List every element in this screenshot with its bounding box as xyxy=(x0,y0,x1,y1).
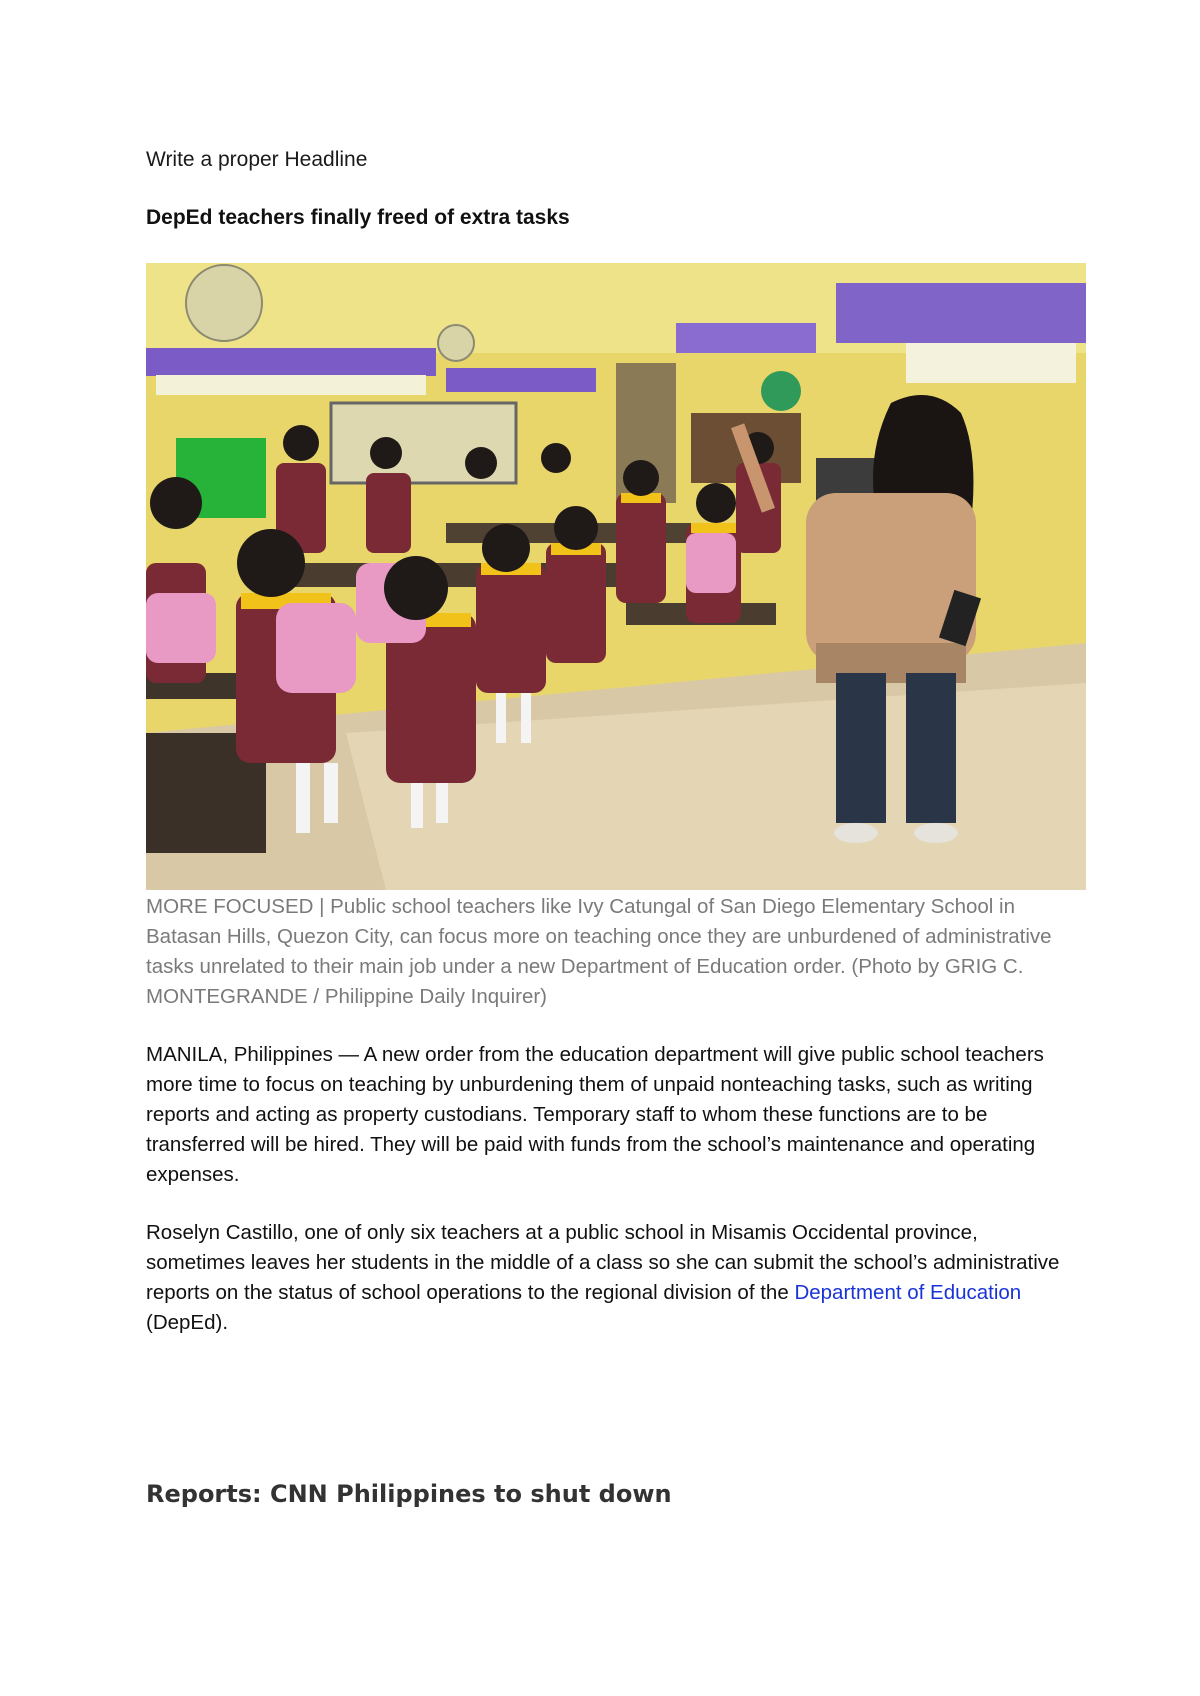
paragraph-2-suffix: (DepEd). xyxy=(146,1311,229,1334)
paragraph-2-text: Roselyn Castillo, one of only six teachers at a public school in Misamis Occidental province, sometimes leaves her students in the middle of a class so she can submit the school’s administrative reports on the status of school operations to the regional division of the xyxy=(146,1221,1060,1304)
classroom-photo xyxy=(146,263,1086,890)
deped-link[interactable]: Department of Education xyxy=(794,1281,1022,1304)
prompt-text: Write a proper Headline xyxy=(146,148,368,171)
second-headline: Reports: CNN Philippines to shut down xyxy=(146,1480,672,1508)
article-paragraph-2 xyxy=(146,1218,1076,1338)
article-paragraph-1: MANILA, Philippines — A new order from the education department will give public school teachers more time to focus on teaching by unburdening them of unpaid nonteaching tasks, such as writing reports and acting as property custodians. Temporary staff to whom these functions are to be transferred will be hired. They will be paid with funds from the school’s maintenance and operating expenses. xyxy=(146,1043,1044,1186)
classroom-photo-illustration xyxy=(146,263,1086,890)
article-headline: DepEd teachers finally freed of extra tasks xyxy=(146,206,570,229)
photo-caption: MORE FOCUSED | Public school teachers like Ivy Catungal of San Diego Elementary School in Batasan Hills, Quezon City, can focus more on teaching once they are unburdened of administrative tasks unrelated to their main job under a new Department of Education order. (Photo by GRIG C. MONTEGRANDE / Philippine Daily Inquirer) xyxy=(146,895,1052,1008)
